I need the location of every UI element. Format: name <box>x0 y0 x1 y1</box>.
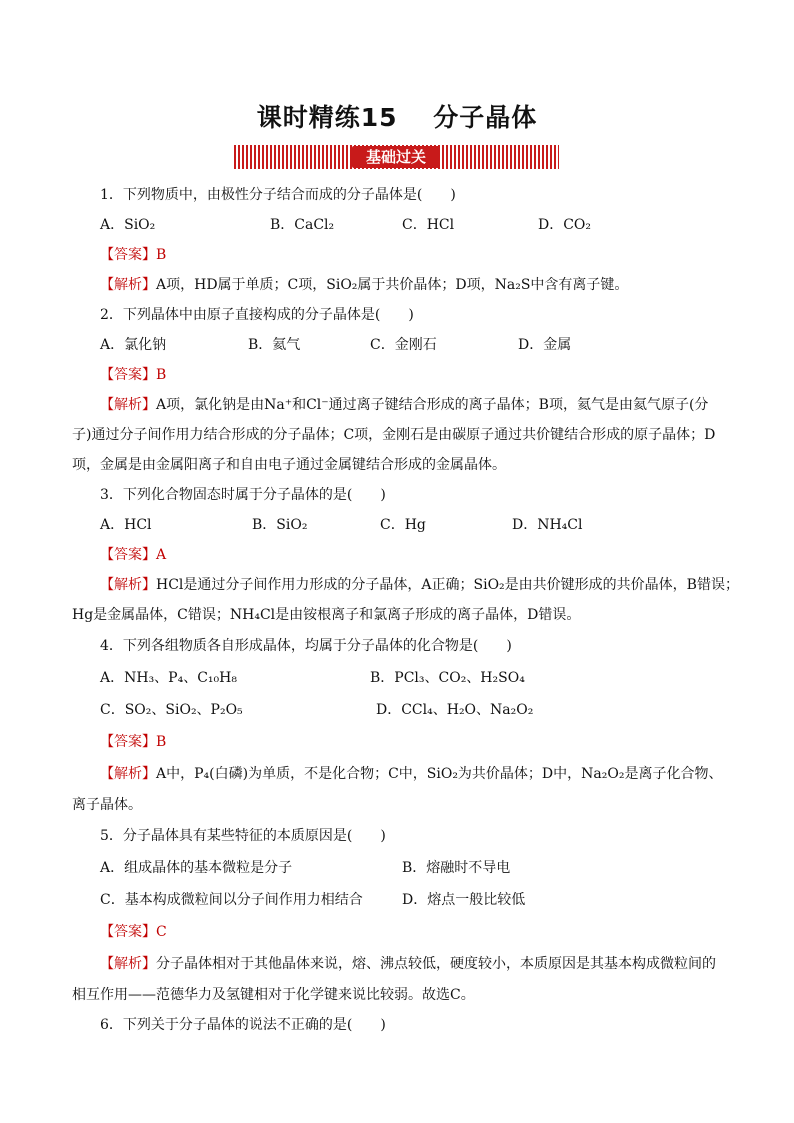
option-c: C．SO₂、SiO₂、P₂O₅ <box>100 702 243 718</box>
answer-label: 【答案】 <box>100 247 156 263</box>
option-a: A．氯化钠 <box>100 337 167 353</box>
answer-value: B <box>156 367 167 383</box>
question-4-options-row-2 <box>72 694 722 726</box>
option-d: D．金属 <box>518 337 572 353</box>
option-c: C．基本构成微粒间以分子间作用力相结合 <box>100 892 363 908</box>
analysis-text: A中，P₄(白磷)为单质，不是化合物；C中，SiO₂为共价晶体；D中，Na₂O₂是离子化合物、 <box>156 766 723 782</box>
analysis-label: 【解析】 <box>100 277 156 293</box>
question-4-analysis-2: 离子晶体。 <box>72 797 142 813</box>
analysis-text: A项，氯化钠是由Na⁺和Cl⁻通过离子键结合形成的离子晶体；B项，氦气是由氦气原子(分 <box>156 397 709 413</box>
question-3-stem: 3．下列化合物固态时属于分子晶体的是( ) <box>100 487 386 503</box>
analysis-text: A项，HD属于单质；C项，SiO₂属于共价晶体；D项，Na₂S中含有离子键。 <box>156 277 629 293</box>
question-5-answer <box>72 916 722 948</box>
question-2-stem: 2．下列晶体中由原子直接构成的分子晶体是( ) <box>100 307 414 323</box>
question-3-analysis-1 <box>72 570 739 600</box>
question-2-options <box>72 330 722 360</box>
option-b: B．CaCl₂ <box>270 217 335 233</box>
question-5-stem: 5．分子晶体具有某些特征的本质原因是( ) <box>100 828 386 844</box>
option-a: A．NH₃、P₄、C₁₀H₈ <box>100 670 237 686</box>
option-d: D．NH₄Cl <box>512 517 583 533</box>
analysis-label: 【解析】 <box>100 766 156 782</box>
option-c: C．HCl <box>402 217 455 233</box>
question-5-analysis-2: 相互作用——范德华力及氢键相对于化学键来说比较弱。故选C。 <box>72 987 475 1003</box>
option-c: C．Hg <box>380 517 426 533</box>
question-6-stem: 6．下列关于分子晶体的说法不正确的是( ) <box>100 1017 386 1033</box>
analysis-label: 【解析】 <box>100 956 156 972</box>
answer-label: 【答案】 <box>100 924 156 940</box>
option-d: D．CO₂ <box>538 217 592 233</box>
answer-label: 【答案】 <box>100 367 156 383</box>
question-1-options <box>72 210 722 240</box>
question-1-analysis <box>72 270 722 300</box>
question-4-answer <box>72 726 722 758</box>
option-d: D．CCl₄、H₂O、Na₂O₂ <box>376 702 534 718</box>
question-2-answer <box>72 360 722 390</box>
page-title: 课时精练15 分子晶体 <box>256 103 538 132</box>
option-b: B．PCl₃、CO₂、H₂SO₄ <box>370 670 525 686</box>
option-a: A．组成晶体的基本微粒是分子 <box>100 860 293 876</box>
option-a: A．HCl <box>100 517 152 533</box>
question-2-analysis-2: 子)通过分子间作用力结合形成的分子晶体；C项，金刚石是由碳原子通过共价键结合形成的原子晶体；D <box>72 427 716 443</box>
option-a: A．SiO₂ <box>100 217 156 233</box>
question-1-answer <box>72 240 722 270</box>
question-3-options <box>72 510 722 540</box>
question-3-analysis-2: Hg是金属晶体，C错误；NH₄Cl是由铵根离子和氯离子形成的离子晶体，D错误。 <box>72 607 581 623</box>
answer-label: 【答案】 <box>100 547 156 563</box>
question-2-analysis-1 <box>72 390 722 420</box>
question-5-options-row-2 <box>72 884 722 916</box>
option-b: B．SiO₂ <box>252 517 308 533</box>
section-banner <box>234 145 559 169</box>
analysis-text: 分子晶体相对于其他晶体来说，熔、沸点较低，硬度较小，本质原因是其基本构成微粒间的 <box>156 956 716 972</box>
analysis-text: HCl是通过分子间作用力形成的分子晶体，A正确；SiO₂是由共价键形成的共价晶体，B错误； <box>156 577 739 593</box>
analysis-label: 【解析】 <box>100 577 156 593</box>
question-4-analysis-1 <box>72 758 722 790</box>
question-4-stem: 4．下列各组物质各自形成晶体，均属于分子晶体的化合物是( ) <box>100 638 512 654</box>
question-5-options-row-1 <box>72 852 722 884</box>
question-1-stem: 1．下列物质中，由极性分子结合而成的分子晶体是( ) <box>100 187 456 203</box>
question-2-analysis-3: 项，金属是由金属阳离子和自由电子通过金属键结合形成的金属晶体。 <box>72 457 506 473</box>
option-b: B．熔融时不导电 <box>402 860 511 876</box>
section-badge: 基础过关 <box>352 146 440 168</box>
answer-value: A <box>156 547 167 563</box>
question-3-answer <box>72 540 722 570</box>
option-c: C．金刚石 <box>370 337 437 353</box>
answer-value: B <box>156 247 167 263</box>
answer-value: C <box>156 924 167 940</box>
answer-value: B <box>156 734 167 750</box>
option-b: B．氦气 <box>248 337 301 353</box>
question-4-options-row-1 <box>72 662 722 694</box>
analysis-label: 【解析】 <box>100 397 156 413</box>
question-list <box>72 180 739 1040</box>
option-d: D．熔点一般比较低 <box>402 892 526 908</box>
answer-label: 【答案】 <box>100 734 156 750</box>
question-5-analysis-1 <box>72 948 722 980</box>
